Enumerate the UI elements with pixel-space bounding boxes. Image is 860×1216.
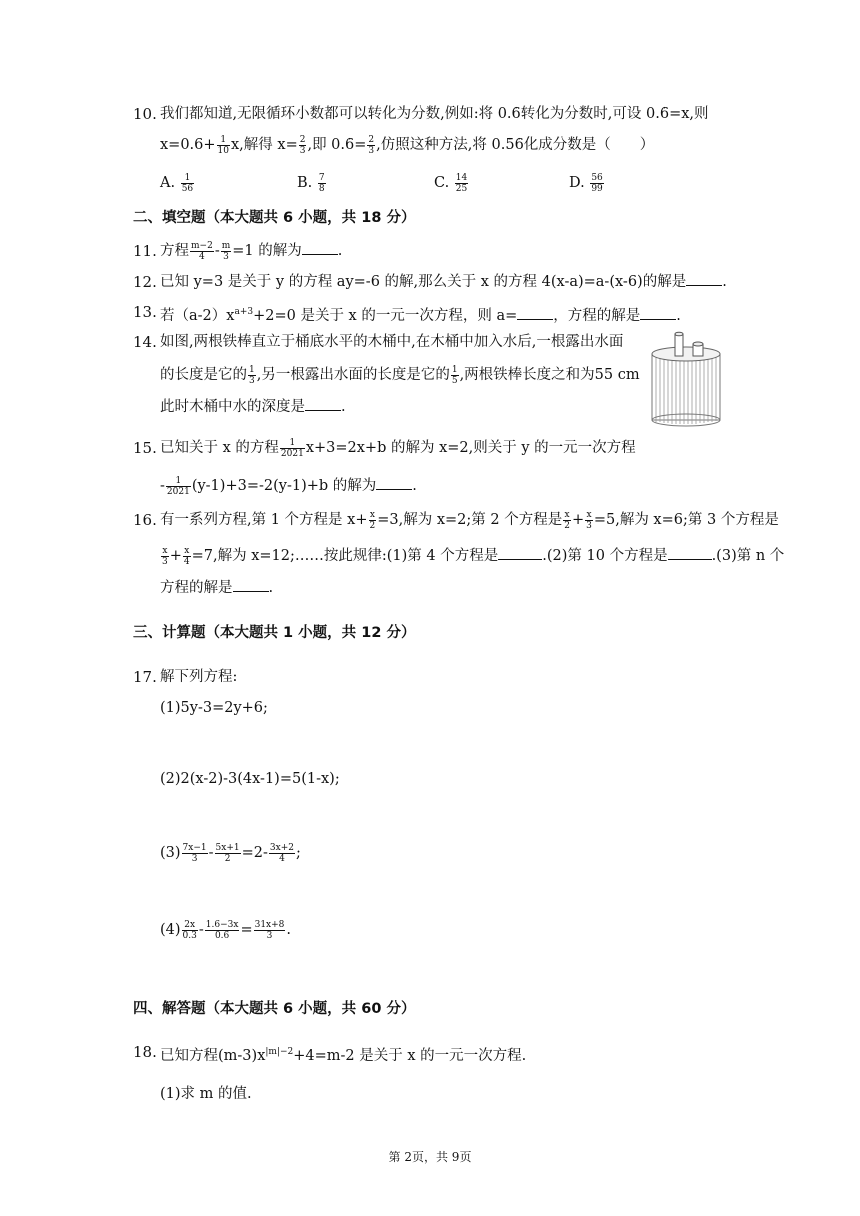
q17-part2: (2)2(x-2)-3(4x-1)=5(1-x); [160, 771, 340, 787]
q10-option-c: C. $\frac{14}{25}$ [434, 172, 468, 194]
fraction: $\frac{2}{3}$ [299, 134, 306, 156]
answer-blank [686, 271, 722, 286]
q12-number: 12. [133, 273, 157, 291]
q18-number: 18. [133, 1043, 157, 1061]
q10-option-a: A. $\frac{1}{56}$ [160, 172, 194, 194]
q17-part3: (3) $\frac{7x-1}{3}$ - $\frac{5x+1}{2}$ =2- $\frac{3x+2}{4}$ ; [160, 842, 301, 864]
q13-number: 13. [133, 303, 157, 321]
fraction: $\frac{2}{3}$ [368, 134, 375, 156]
q14-line1: 如图,两根铁棒直立于桶底水平的木桶中,在木桶中加入水后,一根露出水面 [160, 334, 624, 350]
q17-part1: (1)5y-3=2y+6; [160, 700, 268, 716]
q13-text: 若$(a-2)x^{a+3}+2=0$ 是关于 x 的一元一次方程，则 a= ，方程的解是 . [160, 301, 681, 327]
answer-blank [302, 240, 338, 255]
q14-line2: 的长度是它的 $\frac{1}{3}$ ,另一根露出水面的长度是它的 $\frac{1}{5}$ ,两根铁棒长度之和为55 cm [160, 364, 640, 386]
q17-title: 解下列方程: [160, 669, 238, 685]
q14-number: 14. [133, 333, 157, 351]
q16-line3: 方程的解是 . [160, 577, 273, 599]
q15-line2: - $\frac{1}{2021}$ (y-1)+3=-2(y-1)+b 的解为 . [160, 475, 417, 497]
q17-number: 17. [133, 668, 157, 686]
q16-line2: $\frac{x}{3}$ + $\frac{x}{4}$ =7,解为 x=12;……按此规律:(1)第 4 个方程是 .(2)第 10 个方程是 .(3)第 n 个 [162, 545, 785, 567]
answer-blank [517, 305, 553, 320]
answer-blank [640, 305, 676, 320]
barrel-figure [648, 330, 724, 430]
q12-text: 已知 y=3 是关于 y 的方程 ay=-6 的解,那么关于 x 的方程 4(x-a)=a-(x-6)的解是 . [160, 271, 727, 293]
answer-blank [668, 545, 712, 560]
fraction: $\frac{1}{10}$ [217, 134, 229, 156]
q17-part4: (4) $\frac{2x}{0.3}$ - $\frac{1.6-3x}{0.6}$ = $\frac{31x+8}{3}$ . [160, 919, 291, 941]
q14-line3: 此时木桶中水的深度是 . [160, 396, 346, 418]
q15-number: 15. [133, 439, 157, 457]
q10-option-b: B. $\frac{7}{8}$ [297, 172, 325, 194]
q11-text: 方程 $\frac{m-2}{4}$ - $\frac{m}{3}$ =1 的解为 . [160, 240, 343, 262]
answer-blank [498, 545, 542, 560]
answer-blank [233, 577, 269, 592]
barrel-drawing [652, 332, 720, 426]
q18-text: 已知方程$(m-3)x^{|m|-2}+4=m-2$ 是关于 x 的一元一次方程. [160, 1047, 527, 1064]
section-2-heading: 二、填空题（本大题共 6 小题，共 18 分） [133, 210, 416, 226]
q10-number: 10. [133, 105, 157, 123]
page-footer: 第 2页，共 9页 [388, 1150, 472, 1164]
q11-number: 11. [133, 242, 157, 260]
answer-blank [376, 475, 412, 490]
q18-part1: (1)求 m 的值. [160, 1086, 252, 1102]
answer-blank [305, 396, 341, 411]
q16-number: 16. [133, 511, 157, 529]
section-4-heading: 四、解答题（本大题共 6 小题，共 60 分） [133, 1001, 416, 1017]
q16-line1: 有一系列方程,第 1 个方程是 x+ $\frac{x}{2}$ =3,解为 x=2;第 2 个方程是 $\frac{x}{2}$ + $\frac{x}{3}$ =5,解为 x=6;第 3 个方程是 [160, 509, 779, 531]
section-3-heading: 三、计算题（本大题共 1 小题，共 12 分） [133, 625, 416, 641]
q15-line1: 已知关于 x 的方程 $\frac{1}{2021}$ x+3=2x+b 的解为 x=2,则关于 y 的一元一次方程 [160, 437, 636, 459]
q10-line1: 我们都知道,无限循环小数都可以转化为分数,例如:将 0.6 ·转化为分数时,可设 0.6 ·=x,则 [160, 103, 709, 125]
q10-line2: x=0.6+ $\frac{1}{10}$ x,解得 x= $\frac{2}{3}$ ,即 0.6 ·= $\frac{2}{3}$ ,仿照这种方法,将 0.5 ·6 ·化成分数是（ ） [160, 134, 654, 156]
q10-option-d: D. $\frac{56}{99}$ [569, 172, 603, 194]
